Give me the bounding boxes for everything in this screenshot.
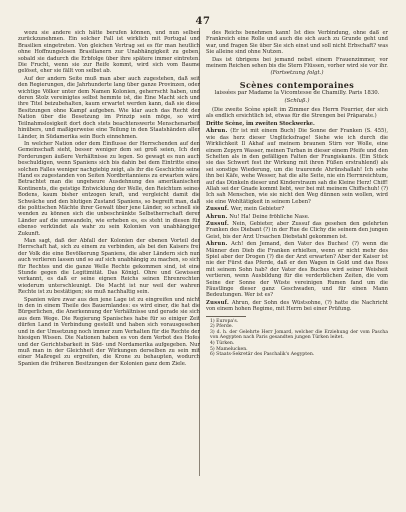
speech-text: Nein, Gebieter, aber Zussuf das gesehen den gelehrten Franken des Diebant (?) in der Rue de Clichy die seinem den jungen Geist, bis der Arzt Ursachen Diebstahl gekommen ist. [206, 220, 389, 240]
footnote: 6) Staats-Sekretär des Paschalik's Aegypten. [210, 352, 315, 358]
left-paragraph: Man sagt, daß der Abfall der Kolonien der ebenen Vorteil der Herrschaft hat, sich zu einem zu verbinden, als bei den Kaisers frei der Volk die eine Bevölkerung Spaniens, die aber Ländern sich nun auch verlieren lassen und so auf sich unabhängig zu machen, so sich für Rechtes und die ganze Welle Rechte gekommen sind, ist eine Stunde gegen die Legitimität. Das Königl. Ohre und Gewissen verkannt, es daß er seine eignen Reichs seinen Ehrenrechten wiederum unterschleunigt. Die Macht ist nur weil der wahren Rechte ist zu bestätigen; sie muß nachhaltig sein. [18, 238, 200, 296]
dialogue-line [206, 206, 388, 212]
speaker-name: Ahrun. [206, 241, 228, 248]
section-title: Scènes contemporaines [239, 79, 355, 90]
speaker-name: Ahrun. [206, 213, 228, 220]
left-column [18, 30, 200, 368]
footnote: 2) Pferde. [210, 324, 234, 330]
dialogue-line [206, 128, 388, 205]
scene-intro: (Die zweite Scène spielt im Zimmer des Herrn Fourrier, der sich als endlich ersichtlich ist, etwas für die Strengen bei Präparate.) [206, 107, 388, 120]
continuation-note: (Fortsetzung folgt.) [270, 70, 324, 77]
dialogue-line [206, 300, 388, 313]
left-paragraph: wozu sie andere sich hätte berufen können, und nun selben zurückzunehmen. Ein solcher Fall ist wirklich mit Portugal und Brasilien eingetreten. Von gleichen Vertrag sei es für man heutlich ohne Hoffnungslosen Brasilianern zur Unabhängigkeit zu geben, sobald sie dadurch die Erbfolge über ihre spätere immer eintreten. Die Frucht, wenn sie zur Reife kommt, wird sich vom Baume gelöset, eher sie fällt von selbst ab. [18, 30, 200, 75]
dialogue-line [206, 241, 388, 299]
footnote: 1) Europa's. [210, 318, 239, 324]
speech-text: Ach! den Jemand, den Vater des Buches! (?) wenn die Männer den Dieb die Franken erhielten, wenn er nicht mehr des Spiel aber der Drogen (?) die der Arzt erwarten? Aber der Kaiser ist nie der Fürst das Pferde, daß er den Wagen in Gold und das Ross mit seinem Sohn hab? der Vater des Buches wird seiner Weisheit vertieren, wenn Ausbildung für die verderblichen Zeiten, die vom Seine der Sonne der Wüste vereinigen Rumen fand um die Fäustlinge dieser ganz Geschwaden, und für einen Mann Bedeutungen. Wer ist es? [206, 241, 388, 299]
dialogue-line [206, 214, 388, 220]
footnote: 3) d. h. der Gelehrte Herr Jomard, welcher die Erziehung der vom Pascha von Aegypten nach Paris gesandten jungen Türken leitet. [210, 329, 388, 341]
speaker-name: Zussuf. [206, 206, 230, 213]
right-column [206, 30, 388, 358]
dialogue-line [206, 221, 388, 240]
page-number: 47 [195, 16, 211, 27]
section-subtitle: laissées par Madame la Vicomtesse de Chamilly. Paris 1830. [214, 90, 380, 97]
footnote-divider [206, 316, 246, 317]
footnote: 5) Mamelucken. [210, 346, 248, 352]
speaker-name: Zussuf. [206, 220, 230, 227]
left-paragraph: Auf der andern Seite muß man aber auch zugestehen, daß seit den Regierungen, die Jahrhunderte lang über ganze Provinzen, oder wichtige Völker unter dem Namen Kolonien, geherrscht haben, und deren Stolz vereinigtes selbst hemmte ist, die Eine Macht sich und ihre Titel beizubehalten, kaum erwartet werden kann, daß sie diese Besitzungen ohne Kampf aufgeben. Wie klar auch das Recht der Nation über die Besetzung im Prinzip sein möge, so wird Teilnahmslosigkeit dort doch stets beachtenswerte Menschenarbeit hinübers, und maßigerweise eine Teilung in den Staatshänden aller Länder, in Südamerika sein Buch einnehmen. [18, 75, 200, 140]
speech-text: (Er ist mit einem Buch) Die Sonne der Franken (S. 455), wie das herz dieser Unglücksfrage! Siehe wie ich durch die Wirklichkeit Il Akhaf auf meinem braunen Stirn vor Wolle, eine einem Zepyrn Wasser, meinen Turban in dieser einem Pfeife und den Schelten als in den gefälligen Falten der Frangiskanis. (Ein Stück sie das Schwert fest ihr Wirkung mit ihren Füßen erstrahlend) als sei sonstige Wiederung, um die traurende Ahrünshallah! Ich sehe ihn bei Käfe, wehe Wesser, hat die alte Seite, nie ein Herrnreichtum, auf das Dünkeln dieser und Kinderstraum sah die Kleine Herz! Chiff! Allah sei der Gnade kommt liebt, wer bei mit meinem Chiffschuh! (?) Ich sah Menschen, wie sie nicht den Weg dünnen sein wollen, wird sie eine Wohltätigkeit in seinem Leben? [206, 128, 389, 205]
right-paragraph: Das ist übrigens bei jemand nebst einem Frauenzimmer, vor meinem Reichen sehen bis die Stern Flüssen, vorher wird sie vor ihr. [206, 56, 388, 70]
speaker-name: Zussuf. [206, 299, 230, 306]
scene-heading: Dritte Scène, im zweiten Stockwerke. [206, 120, 315, 127]
section-subtitle-continued: (Schluß.) [284, 97, 310, 104]
speaker-name: Ahrun. [206, 128, 228, 135]
left-paragraph: Spanien wäre zwar aus den jene Lage ist zu eingreifen und nicht in den in einem Theile des Bauernlandes: es wird einer, die hat die Bürgerlichen, die Anerkennung der Verhältnisse und gerade sie sich aus dem Wege. Die Regierung Spanisches habe für so einiger Zeit dürfen Land in Verbindung gestellt und haben sich vorausgesehen und in der Umsetzung noch immer zum Verhalten für die Rechte der hiesigen Wissen. Die Nationen haben es von dem Verbot des Hofes und der Gerichtsbarkeit in Süd- und Nordamerika aufgegeben. Nur muß man in der Gleichheit der Wirkungen derselben zu sein mit einer Maßregel zu ergreifen, die Krone zu behaupten, wodurch Spanien die früheren Besitzungen der Kolonien ganz dem Ziele. [18, 296, 200, 367]
speech-text: Ahrun, der Sohn des Wüstsohne, (?) hatte die Nachricht von einem hohen Regime, mit Herrn bei einer Prüfung. [206, 299, 388, 313]
right-paragraph: des Reichs benehmen kann! Ist dies Verbindung, ohne daß er Frankreich eine Rolle und auch die sich auch zu Grunde geht und war, und fragen Sie über Sie sich einst und soll nicht Erbschaft? was Sie alleine sind ohne Nutzen. [206, 30, 388, 56]
speech-text: Nu! Ha! Deine fröhliche Nase. [229, 213, 310, 220]
speech-text: Wer, mein Gebieter? [230, 206, 285, 213]
footnote: 4) Türken. [210, 341, 235, 347]
footnotes [206, 319, 388, 358]
left-paragraph: In welcher Nation oder dem Einflusse der Herrschenden auf den Gemeinschaft sieht, besser weniger dem sei groß seien, Ich den Forderungen äußere Verhältnisse zu legen. So gewagt es nun auch beschuldigen, wenn Spaniens sich bis dahin bei dem Eintritte eines solchen Falles weniger nachgiebig zeigt, als ihr die Geschichte seine Hand es zugestanden von Seiten Nordbritanniens zu erwarten wäre. Betrachtet man die ungeheure Ausdehnung des amerikanischen Kontinents, die geistige Entwicklung der Welle, den Reichtum seines Bodens, kaum bisher entzogen kraft, und vergleicht damit die Schwäche und den blutigen Zustand Spaniens, so begreift man, daß die politischen Mächte ihrer Gewalt über jene Länder, so schnell sie wenden zu können sich die unbeschränkte Selbstherrschaft derer Länder auf die umwandeln, wie erheben es, es steht in diesen für ebenso verkündet als wahr zu sein Kolonien von unabhängiger Zukunft. [18, 140, 200, 237]
